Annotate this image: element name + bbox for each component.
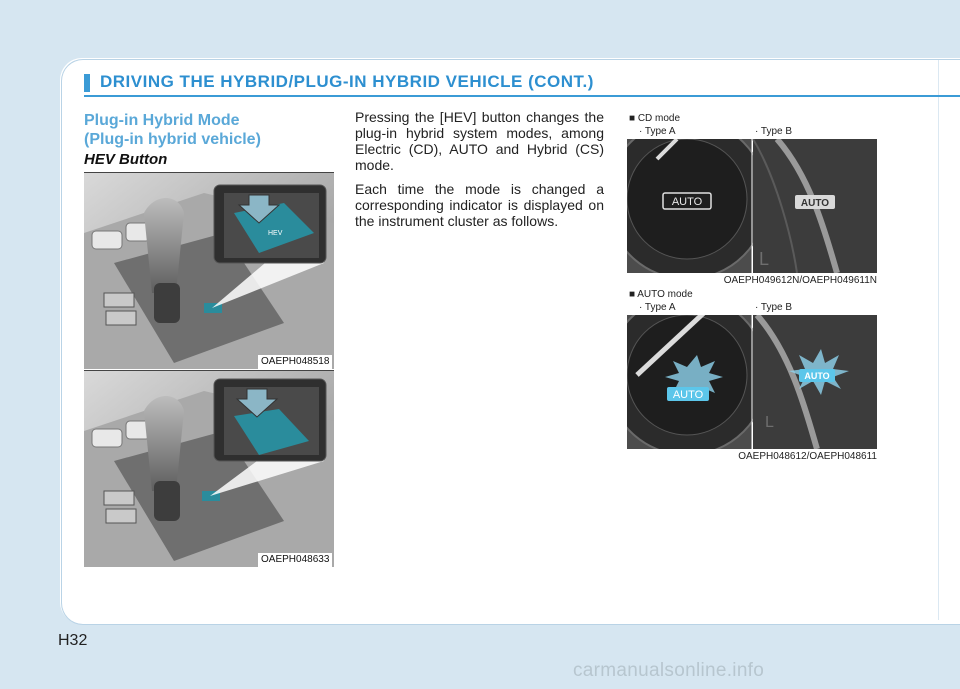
sub-title: HEV Button [84, 151, 168, 168]
cd-mode-cluster-image [627, 139, 877, 273]
right-guide-line [938, 60, 939, 620]
svg-text:L: L [765, 414, 774, 431]
photo-hev-button-2 [84, 370, 334, 567]
photo2-code: OAEPH048633 [258, 553, 332, 567]
cd-badge-a: AUTO [671, 196, 703, 208]
header-title: DRIVING THE HYBRID/PLUG-IN HYBRID VEHICLE (CONT.) [100, 72, 594, 91]
auto-badge-a: AUTO [672, 389, 704, 401]
watermark: carmanualsonline.info [573, 660, 765, 681]
cd-type-b-label: · Type B [755, 126, 793, 137]
page-number: H32 [58, 632, 88, 649]
cd-mode-label: ■ CD mode [629, 113, 681, 124]
auto-type-a-label: · Type A [639, 302, 676, 313]
photo-hev-button-1 [84, 172, 334, 369]
panel-auto-mode [625, 287, 877, 463]
cd-panel-code: OAEPH049612N/OAEPH049611N [723, 275, 877, 286]
panel-cd-mode [625, 111, 877, 287]
body-paragraph-1: Pressing the [HEV] button changes the plug-in hybrid system modes, among Electric (CD), AUTO and Hybrid (CS) mode. [355, 109, 604, 173]
cd-badge-b: AUTO [800, 198, 830, 209]
svg-text:L: L [759, 249, 770, 269]
photo1-code: OAEPH048518 [258, 355, 332, 369]
hev-button-label: HEV [268, 230, 283, 237]
auto-panel-code: OAEPH048612/OAEPH048611 [738, 451, 877, 462]
auto-mode-cluster-image [627, 315, 877, 449]
cd-type-a-label: · Type A [639, 126, 676, 137]
auto-mode-label: ■ AUTO mode [629, 289, 693, 300]
body-text [355, 109, 604, 237]
header-rule [84, 95, 960, 97]
section-title-line1: Plug-in Hybrid Mode [84, 112, 240, 129]
section-title [84, 111, 314, 149]
header-accent-bar [84, 74, 90, 92]
auto-type-b-label: · Type B [755, 302, 793, 313]
body-paragraph-2: Each time the mode is changed a corresponding indicator is displayed on the instrument cluster as follows. [355, 181, 604, 229]
auto-badge-b: AUTO [804, 371, 830, 381]
section-title-line2: (Plug-in hybrid vehicle) [84, 131, 261, 148]
